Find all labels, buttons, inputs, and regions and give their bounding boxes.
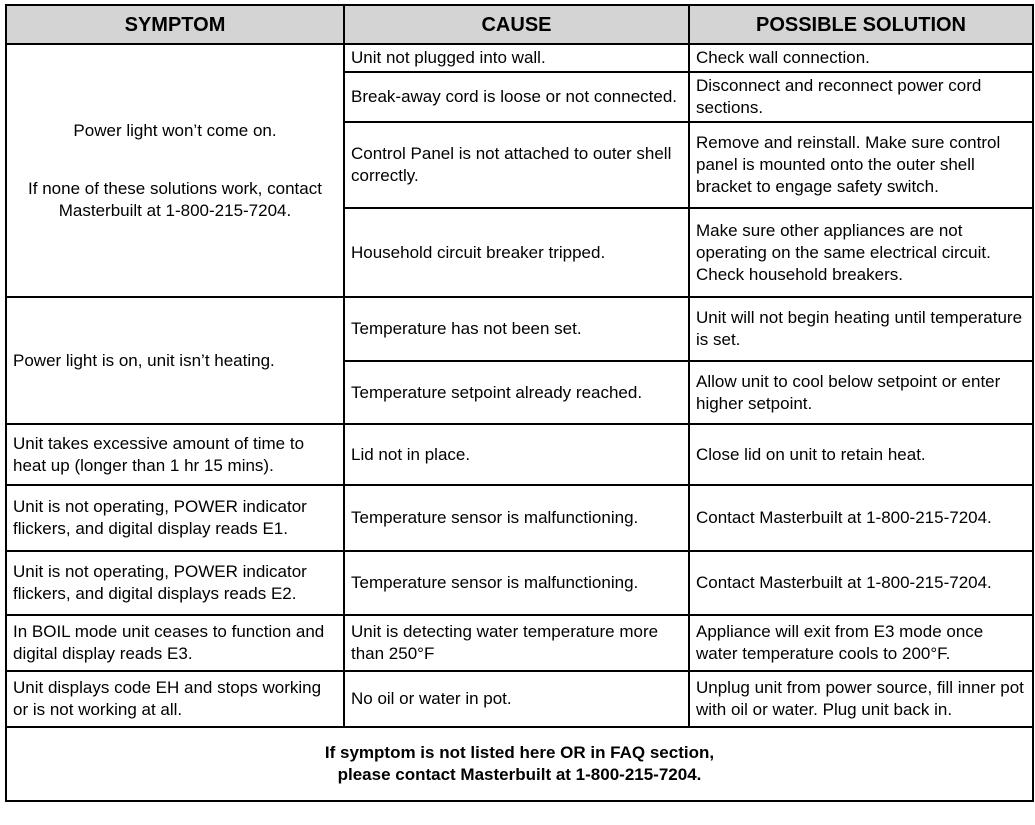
- symptom-cell: [6, 44, 344, 297]
- solution-cell: Remove and reinstall. Make sure control panel is mounted onto the outer shell bracket to engage safety switch.: [689, 122, 1033, 208]
- table-row: [6, 44, 1033, 72]
- cause-cell: Break-away cord is loose or not connected.: [344, 72, 689, 122]
- table-row: [6, 615, 1033, 671]
- footer-line-1: If symptom is not listed here OR in FAQ section,: [324, 743, 715, 762]
- solution-cell: Unplug unit from power source, fill inner pot with oil or water. Plug unit back in.: [689, 671, 1033, 727]
- symptom-note: If none of these solutions work, contact Masterbuilt at 1-800-215-7204.: [28, 178, 322, 220]
- solution-cell: Make sure other appliances are not operating on the same electrical circuit. Check household breakers.: [689, 208, 1033, 297]
- cause-cell: Temperature setpoint already reached.: [344, 361, 689, 424]
- troubleshooting-table: [5, 4, 1034, 802]
- cause-cell: Household circuit breaker tripped.: [344, 208, 689, 297]
- symptom-header: SYMPTOM: [6, 5, 344, 44]
- cause-cell: Control Panel is not attached to outer shell correctly.: [344, 122, 689, 208]
- table-row: [6, 485, 1033, 551]
- cause-cell: Temperature sensor is malfunctioning.: [344, 485, 689, 551]
- symptom-cell: Unit takes excessive amount of time to heat up (longer than 1 hr 15 mins).: [6, 424, 344, 485]
- cause-cell: No oil or water in pot.: [344, 671, 689, 727]
- solution-cell: Close lid on unit to retain heat.: [689, 424, 1033, 485]
- cause-cell: Temperature has not been set.: [344, 297, 689, 361]
- table-row: [6, 424, 1033, 485]
- symptom-cell: Unit displays code EH and stops working or is not working at all.: [6, 671, 344, 727]
- footer-line-2: please contact Masterbuilt at 1-800-215-7204.: [337, 765, 702, 784]
- cause-cell: Lid not in place.: [344, 424, 689, 485]
- solution-cell: Unit will not begin heating until temperature is set.: [689, 297, 1033, 361]
- solution-cell: Check wall connection.: [689, 44, 1033, 72]
- solution-cell: Contact Masterbuilt at 1-800-215-7204.: [689, 485, 1033, 551]
- symptom-cell: Unit is not operating, POWER indicator flickers, and digital displays reads E2.: [6, 551, 344, 615]
- footer-note: [6, 727, 1033, 801]
- solution-header: POSSIBLE SOLUTION: [689, 5, 1033, 44]
- table-row: [6, 671, 1033, 727]
- cause-cell: Temperature sensor is malfunctioning.: [344, 551, 689, 615]
- solution-cell: Allow unit to cool below setpoint or enter higher setpoint.: [689, 361, 1033, 424]
- solution-cell: Appliance will exit from E3 mode once water temperature cools to 200°F.: [689, 615, 1033, 671]
- header-row: [6, 5, 1033, 44]
- symptom-cell: In BOIL mode unit ceases to function and digital display reads E3.: [6, 615, 344, 671]
- symptom-cell: Power light is on, unit isn’t heating.: [6, 297, 344, 424]
- cause-cell: Unit not plugged into wall.: [344, 44, 689, 72]
- table-row: [6, 551, 1033, 615]
- cause-header: CAUSE: [344, 5, 689, 44]
- cause-cell: Unit is detecting water temperature more than 250°F: [344, 615, 689, 671]
- symptom-cell: Unit is not operating, POWER indicator flickers, and digital display reads E1.: [6, 485, 344, 551]
- footer-row: [6, 727, 1033, 801]
- symptom-text: Power light won’t come on.: [73, 120, 277, 140]
- solution-cell: Contact Masterbuilt at 1-800-215-7204.: [689, 551, 1033, 615]
- solution-cell: Disconnect and reconnect power cord sections.: [689, 72, 1033, 122]
- table-row: [6, 297, 1033, 361]
